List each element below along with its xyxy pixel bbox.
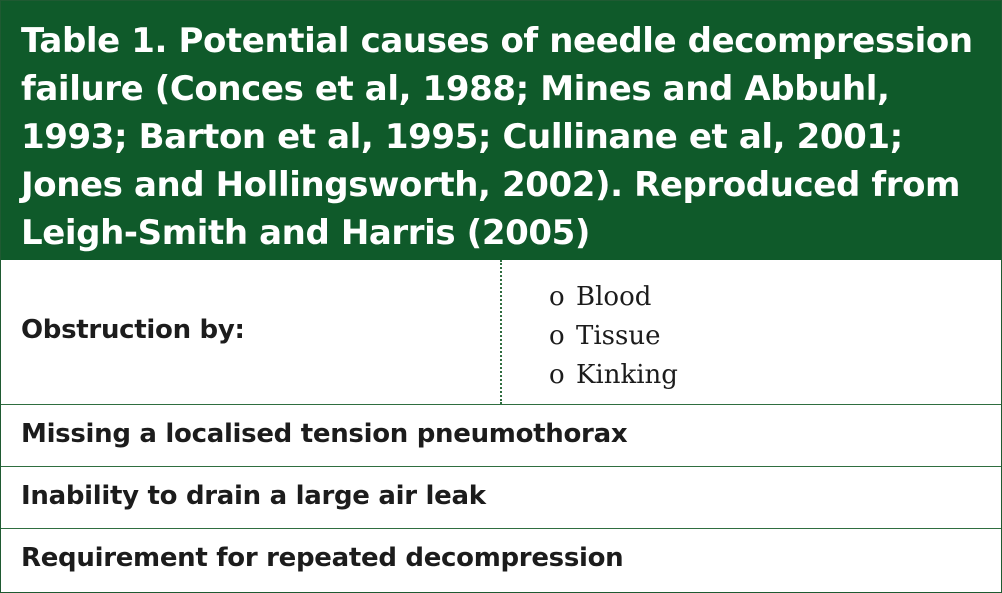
row-label-large-air-leak: Inability to drain a large air leak bbox=[21, 481, 486, 511]
table-caption: Table 1. Potential causes of needle decompression failure (Conces et al, 1988; Mines and Abbuhl, 1993; Barton et al, 1995; Cullinane et al, 2001; Jones and Hollingsworth, 2002). Reproduced from Leigh-Smith and Harris (2005) bbox=[21, 21, 973, 253]
table-caption-header bbox=[1, 1, 1001, 260]
bullet-icon: o bbox=[549, 360, 565, 390]
bullet-icon: o bbox=[549, 282, 565, 312]
table-row-large-air-leak bbox=[1, 466, 1001, 528]
table-row-repeated-decompression bbox=[1, 528, 1001, 592]
table-row-obstruction bbox=[1, 260, 1001, 404]
row-label-obstruction: Obstruction by: bbox=[21, 315, 245, 345]
obstruction-causes-list bbox=[549, 278, 678, 395]
table-row-localised-pneumothorax bbox=[1, 404, 1001, 466]
row-label-repeated-decompression: Requirement for repeated decompression bbox=[21, 543, 624, 573]
list-item-blood bbox=[549, 278, 678, 317]
bullet-icon: o bbox=[549, 321, 565, 351]
row-label-localised-pneumothorax: Missing a localised tension pneumothorax bbox=[21, 419, 628, 449]
list-item-kinking bbox=[549, 356, 678, 395]
list-item-tissue bbox=[549, 317, 678, 356]
column-divider bbox=[500, 260, 502, 404]
list-item-text: Blood bbox=[576, 282, 652, 312]
list-item-text: Tissue bbox=[576, 321, 661, 351]
list-item-text: Kinking bbox=[576, 360, 678, 390]
